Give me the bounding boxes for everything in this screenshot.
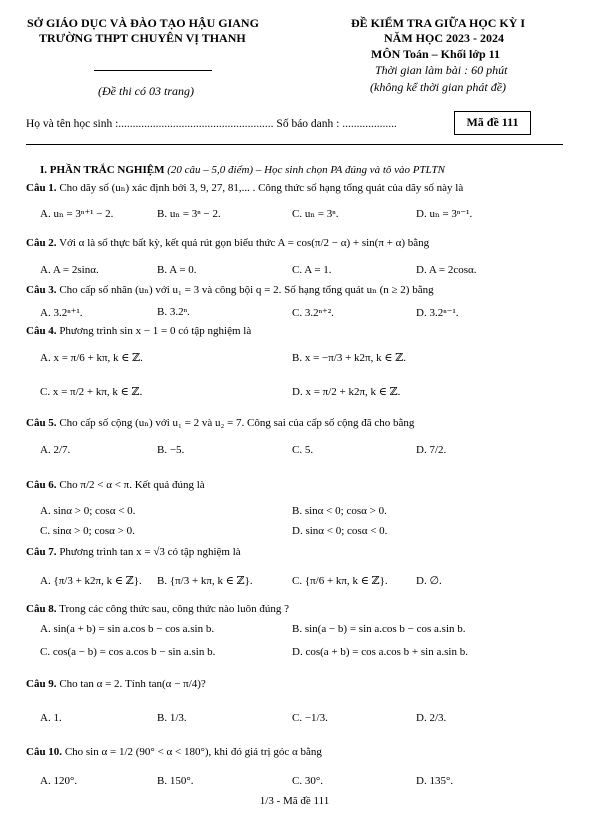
pages-note: (Đề thi có 03 trang) [98,84,194,98]
option-7a: A. {π/3 + k2π, k ∈ ℤ}. [40,575,142,587]
question-10 [26,746,322,758]
option-2c: C. A = 1. [292,264,332,276]
option-4a: A. x = π/6 + kπ, k ∈ ℤ. [40,352,143,364]
option-10b: B. 150°. [157,775,194,787]
option-10d: D. 135°. [416,775,454,787]
option-3b: B. 3.2ⁿ. [157,306,190,318]
option-3c: C. 3.2ⁿ⁺². [292,307,334,319]
student-info-line: Họ và tên học sinh :...................................................... Số báo danh : ................... [26,118,397,130]
option-1b: B. uₙ = 3ⁿ − 2. [157,208,221,220]
question-text: Phương trình tan x = √3 có tập nghiệm là [56,546,241,558]
question-label: Câu 5. [26,417,57,429]
time-note: (không kể thời gian phát đề) [370,80,507,94]
option-7c: C. {π/6 + kπ, k ∈ ℤ}. [292,575,388,587]
question-text: Phương trình sin x − 1 = 0 có tập nghiệm là [56,325,252,337]
question-text: Cho dãy số (uₙ) xác định bởi 3, 9, 27, 81,... . Công thức số hạng tổng quát của dãy số này là [56,182,464,194]
option-9a: A. 1. [40,712,62,724]
option-2d: D. A = 2cosα. [416,264,477,276]
question-5 [26,416,414,429]
option-4d: D. x = π/2 + k2π, k ∈ ℤ. [292,386,401,398]
option-6b: B. sinα < 0; cosα > 0. [292,505,387,517]
option-6a: A. sinα > 0; cosα < 0. [40,505,136,517]
question-6 [26,479,205,491]
option-7b: B. {π/3 + kπ, k ∈ ℤ}. [157,575,253,587]
question-2 [26,237,429,249]
page-footer: 1/3 - Mã đề 111 [259,795,330,807]
question-text: Cho tan α = 2. Tính tan(α − π/4)? [56,678,206,690]
question-text: Cho cấp số nhân (uₙ) với u₁ = 3 và công bội q = 2. Số hạng tổng quát uₙ (n ≥ 2) bằng [56,284,434,296]
question-text: Trong các công thức sau, công thức nào luôn đúng ? [56,603,290,615]
question-7 [26,546,241,558]
section-title-detail: (20 câu – 5,0 điểm) – Học sinh chọn PA đúng và tô vào PTLTN [164,164,445,176]
question-text: Cho cấp số cộng (uₙ) với u₁ = 2 và u₂ = 7. Công sai của cấp số cộng đã cho bằng [56,417,415,429]
option-10a: A. 120°. [40,775,78,787]
option-3d: D. 3.2ⁿ⁻¹. [416,307,459,319]
question-text: Với α là số thực bất kỳ, kết quả rút gọn biểu thức A = cos(π/2 − α) + sin(π + α) bằng [56,237,430,249]
option-5b: B. −5. [157,444,185,456]
question-label: Câu 7. [26,546,57,558]
option-6c: C. sinα > 0; cosα > 0. [40,525,135,537]
header-divider [26,144,563,145]
question-label: Câu 1. [26,182,57,194]
question-8 [26,603,289,615]
question-9 [26,678,206,690]
option-6d: D. sinα < 0; cosα < 0. [292,525,388,537]
department-name: SỞ GIÁO DỤC VÀ ĐÀO TẠO HẬU GIANG [27,16,259,30]
option-8b: B. sin(a − b) = sin a.cos b − cos a.sin b. [292,623,466,635]
question-text: Cho π/2 < α < π. Kết quả đúng là [56,479,205,491]
question-label: Câu 8. [26,603,57,615]
option-1c: C. uₙ = 3ⁿ. [292,208,339,220]
section-title-label: I. PHẦN TRẮC NGHIỆM [40,164,165,176]
option-9b: B. 1/3. [157,712,187,724]
option-8d: D. cos(a + b) = cos a.cos b + sin a.sin b. [292,646,468,658]
option-8a: A. sin(a + b) = sin a.cos b − cos a.sin b. [40,623,215,635]
exam-title: ĐỀ KIỂM TRA GIỮA HỌC KỲ I [351,16,526,30]
option-3a: A. 3.2ⁿ⁺¹. [40,307,83,319]
option-5c: C. 5. [292,444,314,456]
header-rule-left [94,70,212,71]
subject: MÔN Toán – Khối lớp 11 [371,47,501,61]
option-1a: A. uₙ = 3ⁿ⁺¹ − 2. [40,208,114,220]
question-3 [26,283,434,296]
option-4b: B. x = −π/3 + k2π, k ∈ ℤ. [292,352,407,364]
option-4c: C. x = π/2 + kπ, k ∈ ℤ. [40,386,143,398]
question-4 [26,325,251,337]
option-9c: C. −1/3. [292,712,328,724]
option-7d: D. ∅. [416,575,442,587]
option-9d: D. 2/3. [416,712,447,724]
option-5d: D. 7/2. [416,444,447,456]
school-year: NĂM HỌC 2023 - 2024 [384,31,504,45]
question-label: Câu 10. [26,746,63,758]
question-label: Câu 6. [26,479,57,491]
option-2b: B. A = 0. [157,264,197,276]
question-label: Câu 4. [26,325,57,337]
question-text: Cho sin α = 1/2 (90° < α < 180°), khi đó giá trị góc α bằng [62,746,322,758]
option-5a: A. 2/7. [40,444,71,456]
question-label: Câu 3. [26,284,57,296]
question-label: Câu 2. [26,237,57,249]
time-limit: Thời gian làm bài : 60 phút [375,63,508,77]
option-8c: C. cos(a − b) = cos a.cos b − sin a.sin b. [40,646,216,658]
exam-code-box: Mã đề 111 [454,111,531,135]
question-1 [26,181,463,194]
school-name: TRƯỜNG THPT CHUYÊN VỊ THANH [39,31,246,45]
option-10c: C. 30°. [292,775,323,787]
question-label: Câu 9. [26,678,57,690]
option-2a: A. A = 2sinα. [40,264,99,276]
option-1d: D. uₙ = 3ⁿ⁻¹. [416,208,473,220]
section-title [40,164,445,176]
